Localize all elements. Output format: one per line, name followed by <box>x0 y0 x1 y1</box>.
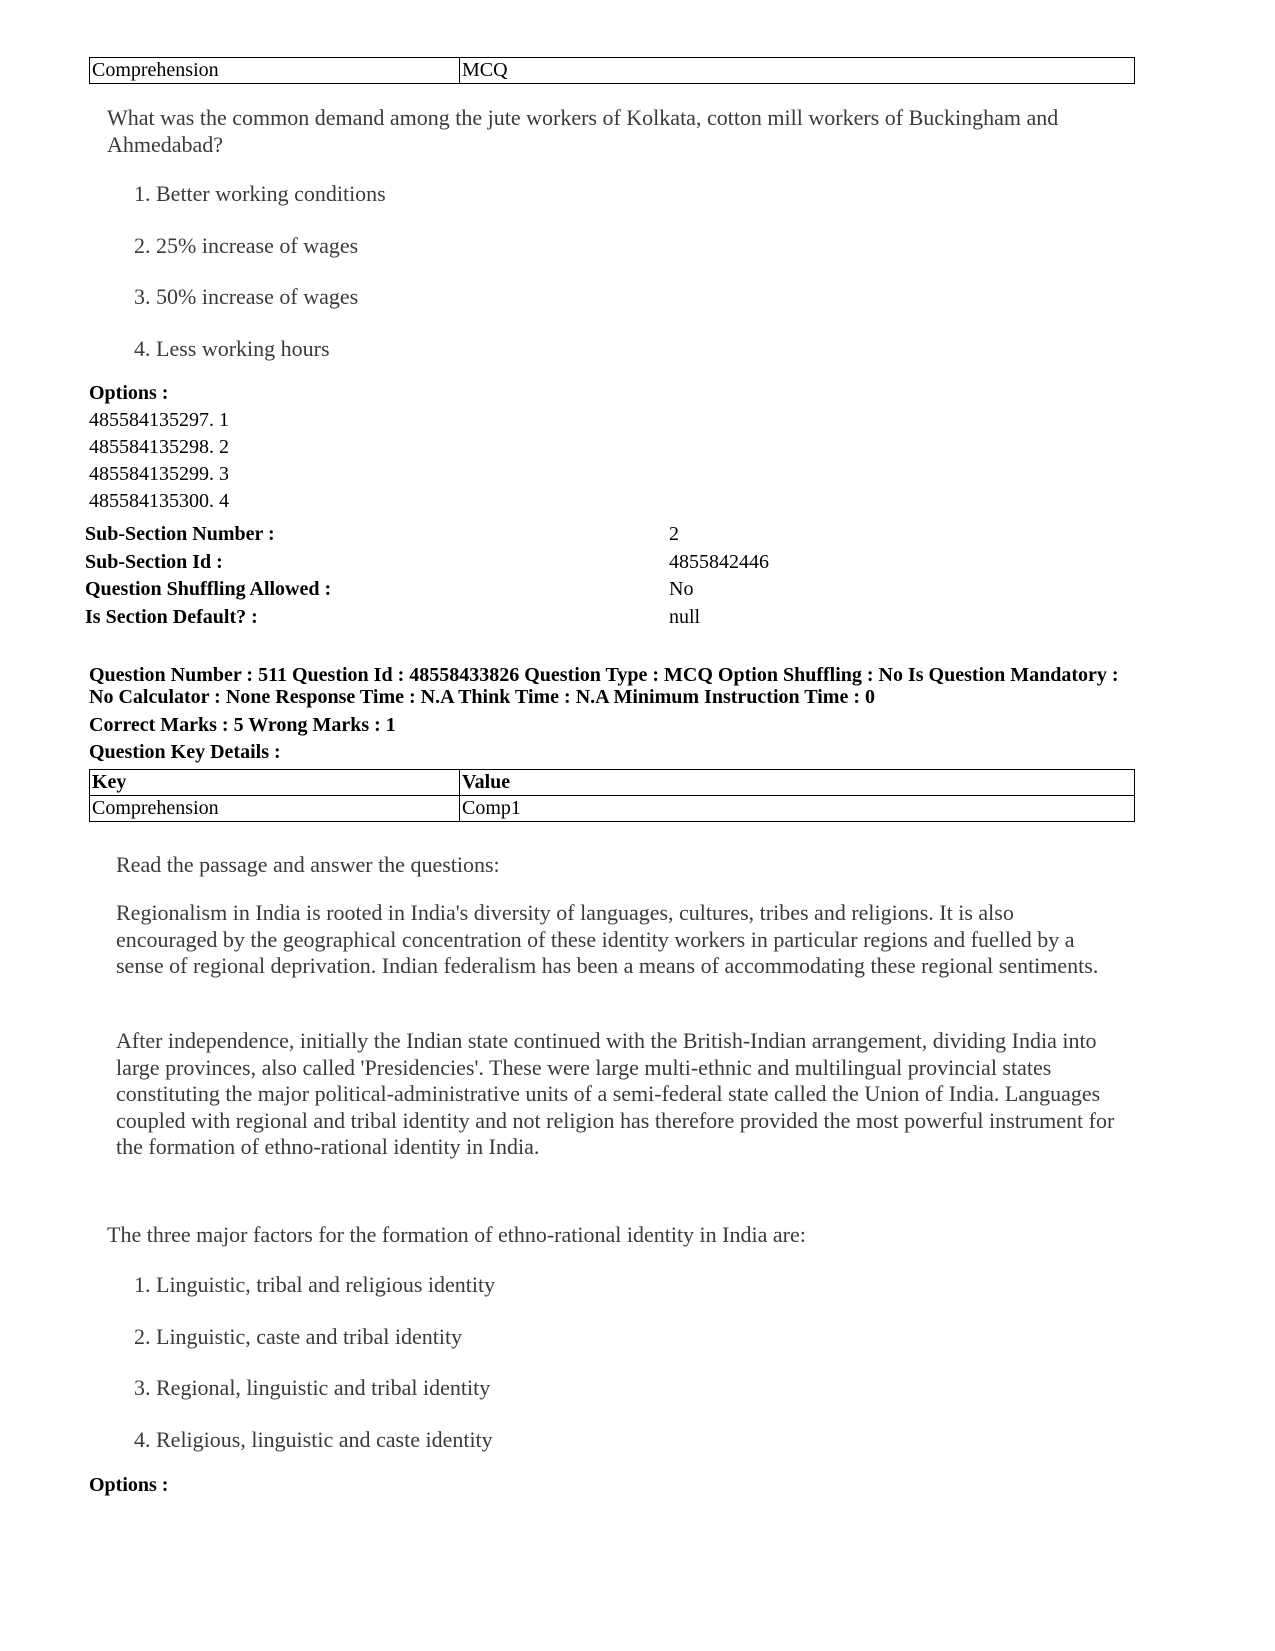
option-id-3: 485584135299. 3 <box>89 463 229 485</box>
q1-choice-4: 4. Less working hours <box>134 336 330 361</box>
subsection-id-row <box>85 548 1185 576</box>
subsection-id-value: 4855842446 <box>669 551 769 573</box>
value-header: Value <box>460 770 1135 796</box>
option-id-2: 485584135298. 2 <box>89 436 229 458</box>
q2-choice-2: 2. Linguistic, caste and tribal identity <box>134 1324 463 1349</box>
q2-choice-3: 3. Regional, linguistic and tribal identity <box>134 1375 491 1400</box>
key-header: Key <box>90 770 460 796</box>
q2-choice-4: 4. Religious, linguistic and caste identity <box>134 1427 493 1452</box>
marks-line: Correct Marks : 5 Wrong Marks : 1 <box>89 714 396 736</box>
key-cell: Comprehension <box>90 796 460 822</box>
subsection-number-value: 2 <box>669 523 679 545</box>
question-2-text: The three major factors for the formation of ethno-rational identity in India are: <box>107 1222 806 1247</box>
question-key-table <box>89 769 1135 822</box>
question-1-text: What was the common demand among the jute workers of Kolkata, cotton mill workers of Buckingham and Ahmedabad? <box>107 105 1059 157</box>
passage-paragraph-1: Regionalism in India is rooted in India's diversity of languages, cultures, tribes and religions. It is also encouraged by the geographical concentration of these identity workers in particular regions and fuelled by a sense of regional deprivation. Indian federalism has been a means of accommodating these regional sentiments. <box>116 900 1099 978</box>
option-id-4: 485584135300. 4 <box>89 490 229 512</box>
question-shuffling-value: No <box>669 578 694 600</box>
passage-paragraph-2: After independence, initially the Indian state continued with the British-Indian arrangement, dividing India into large provinces, also called 'Presidencies'. These were large multi-ethnic and multilingual provincial states constituting the major political-administrative units of a semi-federal state called the Union of India. Languages coupled with regional and tribal identity and not religion has therefore provided the most powerful instrument for the formation of ethno-rational identity in India. <box>116 1028 1115 1159</box>
q1-choice-1: 1. Better working conditions <box>134 181 386 206</box>
section-default-value: null <box>669 606 701 628</box>
question-meta-line-1: Question Number : 511 Question Id : 48558433826 Question Type : MCQ Option Shuffling : No Is Question Mandatory : <box>89 664 1119 686</box>
subsection-number-row <box>85 520 1185 548</box>
top-table-value: MCQ <box>460 58 1135 84</box>
question-meta-line-2: No Calculator : None Response Time : N.A Think Time : N.A Minimum Instruction Time : 0 <box>89 686 875 708</box>
key-details-heading: Question Key Details : <box>89 741 281 763</box>
top-key-table <box>89 57 1135 84</box>
value-cell: Comp1 <box>460 796 1135 822</box>
option-id-1: 485584135297. 1 <box>89 409 229 431</box>
question-shuffling-row <box>85 575 1185 603</box>
section-default-label: Is Section Default? : <box>85 606 258 628</box>
q1-choice-3: 3. 50% increase of wages <box>134 284 359 309</box>
options-heading: Options : <box>89 382 169 404</box>
passage-intro: Read the passage and answer the questions: <box>116 852 500 877</box>
subsection-number-label: Sub-Section Number : <box>85 523 275 545</box>
question-shuffling-label: Question Shuffling Allowed : <box>85 578 332 600</box>
options-heading-2: Options : <box>89 1474 169 1496</box>
q2-choice-1: 1. Linguistic, tribal and religious identity <box>134 1272 496 1297</box>
subsection-id-label: Sub-Section Id : <box>85 551 223 573</box>
q1-choice-2: 2. 25% increase of wages <box>134 233 359 258</box>
section-default-row <box>85 603 1185 631</box>
top-table-key: Comprehension <box>90 58 460 84</box>
